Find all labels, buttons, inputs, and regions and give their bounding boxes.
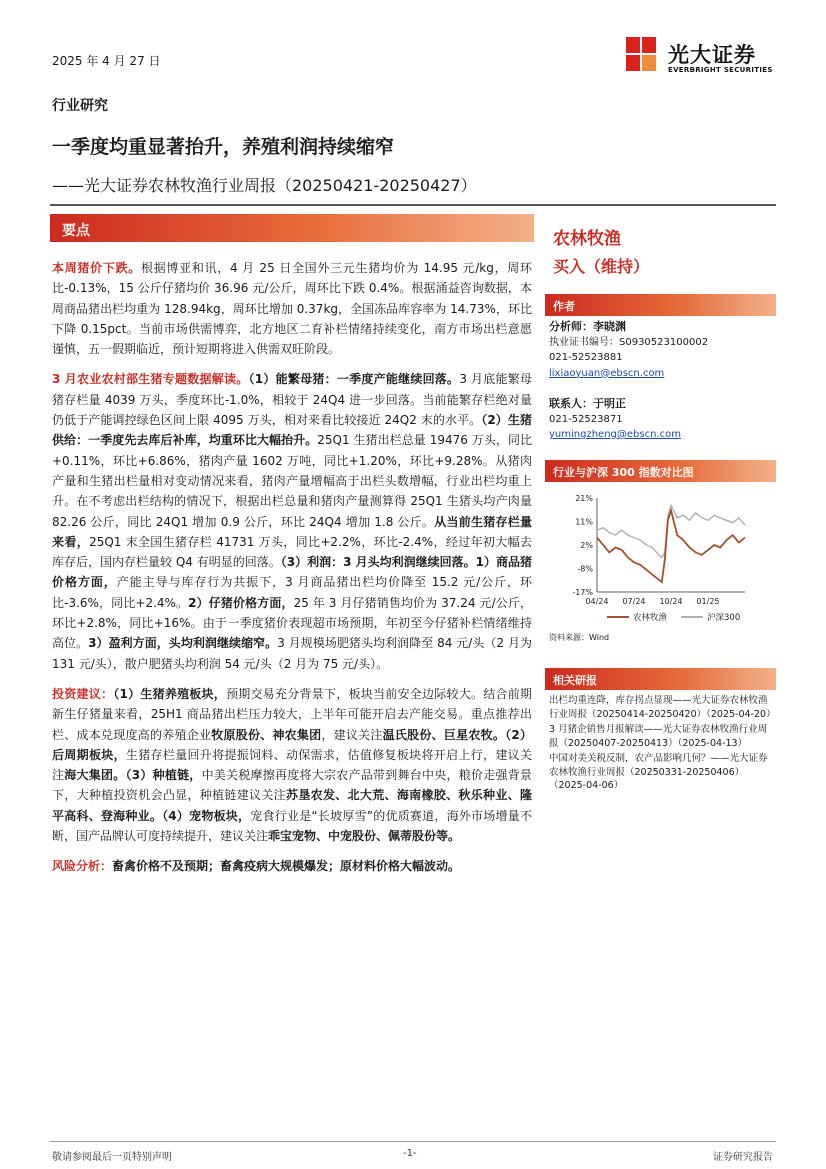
related-header — [545, 668, 776, 690]
p3-b-text: 生猪存栏量回升将提振饲料、动保需求，估值修复板块将开启上行，建议关注 — [52, 747, 532, 783]
legend-label: 沪深300 — [707, 613, 741, 623]
report-title: 一季度均重显著抬升，养殖利润持续缩窄 — [52, 136, 395, 158]
main-body — [52, 258, 532, 887]
legend-label: 农林牧渔 — [633, 613, 668, 623]
paragraph-weekly-price — [52, 258, 532, 359]
p3-a-text: 预期交易充分背景下，板块当前安全边际较大。结合前期新生仔猪量来看，25H1 商品猪出栏压力较大，上半年可能开启去产能交易。重点推荐出栏、成本兑现度高的养殖企业 — [52, 686, 532, 742]
footer-disclaimer: 敬请参阅最后一页特别声明 — [52, 1152, 172, 1163]
p3-d-stocks: 乖宝宠物、中宠股份、佩蒂股份等。 — [268, 829, 461, 844]
page-number: -1- — [403, 1148, 417, 1159]
p3-a-label: （1）生猪养殖板块， — [113, 686, 227, 701]
report-subtitle: ——光大证券农林牧渔行业周报（20250421-20250427） — [52, 176, 477, 195]
p2-s4b-text: 25 年 3 月仔猪销售均价为 37.24 元/公斤，环比+2.8%，同比+16%。由于一季度猪价表现超市场预期，年初至今仔猪补栏情绪维持高位。 — [52, 595, 533, 651]
chart-label: 行业与沪深 300 指数对比图 — [553, 466, 694, 479]
logo-text-cn: 光大证券 — [668, 43, 756, 67]
p3-b-label: （2）后周期板块， — [52, 727, 532, 762]
p3-a-mid: ，建议关注 — [321, 727, 383, 742]
keypoints-label: 要点 — [62, 223, 90, 239]
analyst-name: 分析师：李晓渊 — [549, 320, 626, 333]
paragraph-risk — [52, 856, 532, 876]
footer-divider — [50, 1141, 776, 1142]
related-label: 相关研报 — [553, 674, 597, 687]
related-report-item[interactable]: 3 月猪企销售月报解读——光大证券农林牧渔行业周报（20250407-20250413）（2025-04-13） — [549, 724, 768, 749]
p2-s1-text: 3 月底能繁母猪存栏量 4039 万头，季度环比-1.0%，相较于 24Q4 进一步回落。当前能繁存栏绝对量仍低于产能调控绿色区间上限 4095 万头，相对来看比较接近 24Q2 末的水平。 — [52, 372, 533, 428]
report-date: 2025 年 4 月 27 日 — [52, 54, 161, 68]
p2-s4a-label: 1）商品猪价格方面， — [52, 555, 532, 590]
analyst-phone: 021-52523881 — [549, 352, 623, 363]
contact-phone: 021-52523871 — [549, 413, 623, 425]
related-reports — [549, 694, 775, 795]
p3-a-stocks2: 温氏股份、巨星农牧。 — [382, 727, 506, 742]
authors-header — [545, 294, 776, 316]
p2-lead: 3 月农业农村部生猪专题数据解读。 — [52, 372, 249, 387]
p2-s2-text: 25Q1 生猪出栏总量 19476 万头，同比+0.11%，环比+6.86%，猪肉产量 1602 万吨，同比+1.20%，环比+9.28%。从猪肉产量和生猪出栏量相对变动情况来看，猪肉产量增幅高于出栏头数增幅，行业出栏均重上升。在不考虑出栏结构的情况下，根据出栏总量和猪肉产量测算得 25Q1 生猪头均产肉量 82.26 公斤，同比 24Q1 增加 0.9 公斤，环比 24Q4 增加 1.8 公斤。 — [52, 433, 532, 529]
report-category: 行业研究 — [52, 98, 108, 114]
contact-email-link[interactable]: yumingzheng@ebscn.com — [549, 429, 681, 440]
p4-text: 畜禽价格不及预期；畜禽疫病大规模爆发；原材料价格大幅波动。 — [112, 859, 461, 874]
p3-lead: 投资建议： — [52, 686, 114, 701]
p3-c-stocks: 苏垦农发、北大荒、海南橡胶、秋乐种业、隆平高科、登海种业。 — [52, 788, 532, 823]
x-tick-label: 10/24 — [659, 597, 683, 606]
paragraph-data-interpretation — [52, 369, 532, 673]
logo-text-en: EVERBRIGHT SECURITIES — [668, 66, 773, 74]
authors-label: 作者 — [553, 300, 575, 313]
p1-lead: 本周猪价下跌。 — [52, 261, 142, 275]
x-tick-label: 04/24 — [585, 597, 609, 606]
contact-name: 联系人：于明正 — [549, 397, 626, 410]
keypoints-header — [50, 214, 534, 242]
chart-source: 资料来源：Wind — [549, 633, 610, 642]
y-tick-label: 11% — [575, 517, 593, 527]
analyst-cert: 执业证书编号：S0930523100002 — [549, 336, 709, 348]
p2-s1-label: （1）能繁母猪：一季度产能继续回落。 — [248, 372, 460, 387]
paragraph-investment — [52, 684, 532, 846]
chart-header — [545, 460, 776, 482]
p2-s3-label: 从当前生猪存栏量来看， — [52, 514, 532, 549]
sector-rating: 买入（维持） — [553, 257, 650, 276]
x-tick-label: 07/24 — [622, 597, 646, 606]
p2-s4c-text: 3 月规模场肥猪头均利润降至 84 元/头（2 月为 131 元/头），散户肥猪头均利润 54 元/头（2 月为 75 元/头）。 — [52, 636, 532, 671]
sector-name: 农林牧渔 — [553, 229, 621, 249]
company-logo — [626, 37, 776, 81]
p3-d-label: （4）宠物板块， — [162, 808, 251, 823]
p2-s4b-label: 2）仔猪价格方面， — [188, 595, 294, 610]
y-tick-label: 2% — [580, 541, 593, 550]
p2-s4c-label: 3）盈利方面，头均利润继续缩窄。 — [88, 636, 278, 651]
p2-s4-label: （3）利润：3 月头均利润继续回落。 — [280, 555, 476, 570]
analyst-email-link[interactable]: lixiaoyuan@ebscn.com — [549, 367, 665, 379]
series-line — [597, 510, 745, 582]
index-comparison-chart — [545, 488, 776, 638]
authors-block — [549, 319, 708, 443]
p3-a-stocks1: 牧原股份、神农集团 — [211, 727, 322, 742]
p2-s4a-text: 产能主导与库存行为共振下，3 月商品猪出栏均价降至 15.2 元/公斤，环比-3.6%，同比+2.4%。 — [52, 575, 532, 610]
p2-s2-label: （2）生猪供给：一季度先去库后补库，均重环比大幅抬升。 — [52, 413, 532, 448]
p4-lead: 风险分析： — [52, 859, 113, 874]
related-report-item[interactable]: 出栏均重连降，库存拐点显现——光大证券农林牧渔行业周报（20250414-20250420）（2025-04-20） — [549, 695, 776, 720]
p1-text: 根据博亚和讯，4 月 25 日全国外三元生猪均价为 14.95 元/kg，周环比-0.13%，15 公斤仔猪均价 36.96 元/公斤，周环比下跌 0.4%。根据涌益咨询数据，本周商品猪出栏均重为 128.94kg，周环比增加 0.37kg，全国冻品库容率为 14.73%，环比下降 0.15pct。当前市场供需博弈，北方地区二育补栏情绪持续变化，南方市场出栏意愿谨慎，五一假期临近，预计短期将进入供需双旺阶段。 — [52, 261, 532, 357]
y-tick-label: 21% — [575, 494, 593, 503]
y-tick-label: -8% — [577, 564, 593, 574]
p3-c-text: 中美关税摩擦再度将大宗农产品带到舞台中央，粮价走强背景下，大种植投资机会凸显，种植链建议关注 — [52, 768, 532, 803]
footer-report-type: 证券研究报告 — [713, 1152, 773, 1163]
p3-b-stocks: 海大集团。 — [64, 768, 126, 783]
header-divider — [50, 204, 776, 206]
x-tick-label: 01/25 — [696, 597, 720, 606]
p2-s3-text: 25Q1 末全国生猪存栏 41731 万头，同比+2.2%，环比-2.4%，经过年初大幅去库存后，国内存栏量较 Q4 有明显的回落。 — [52, 534, 532, 570]
y-tick-label: -17% — [572, 588, 593, 597]
p3-c-label: （3）种植链， — [125, 768, 202, 783]
related-report-item[interactable]: 中国对美关税反制，农产品影响几何？——光大证券农林牧渔行业周报（20250331-20250406）（2025-04-06） — [549, 753, 768, 791]
p3-d-text: 宠食行业是“长坡厚雪”的优质赛道，海外市场增量不断，国产品牌认可度持续提升，建议关注 — [52, 808, 532, 844]
logo-mark-icon — [626, 37, 660, 75]
